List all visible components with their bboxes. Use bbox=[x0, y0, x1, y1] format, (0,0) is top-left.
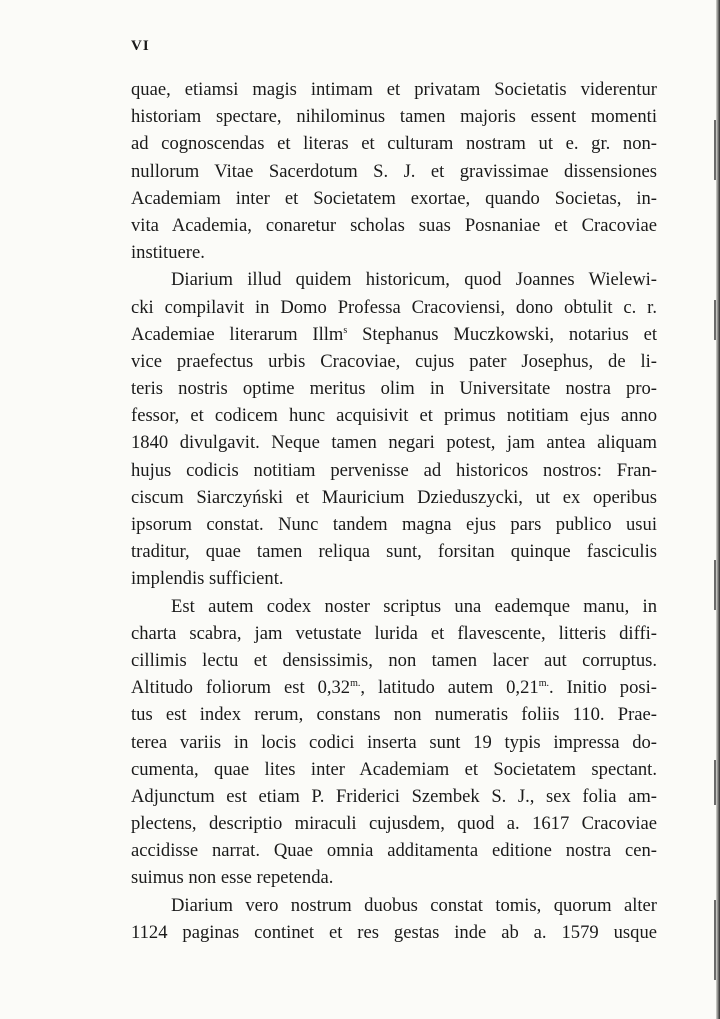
text-line: quae, etiamsi magis intimam et privatam Societatis viderentur bbox=[131, 79, 657, 100]
text-line: teris nostris optime meritus olim in Universitate nostra pro- bbox=[131, 378, 657, 400]
text-line: vita Academia, conaretur scholas suas Posnaniae et Cracoviae bbox=[131, 214, 657, 236]
text-line: vice praefectus urbis Cracoviae, cujus pater Josephus, de li- bbox=[131, 350, 657, 372]
text-line: charta scabra, jam vetustate lurida et flavescente, litteris diffi- bbox=[131, 622, 657, 644]
text-line bbox=[131, 674, 657, 701]
text-line: Adjunctum est etiam P. Friderici Szembek S. J., sex folia am- bbox=[131, 785, 657, 807]
text-line: Est autem codex noster scriptus una eademque manu, in bbox=[171, 595, 657, 617]
superscript: m. bbox=[538, 678, 549, 690]
text-line: suimus non esse repetenda. bbox=[131, 867, 334, 889]
text-line: ad cognoscendas et literas et culturam nostram ut e. gr. non- bbox=[131, 133, 657, 155]
text-line: tus est index rerum, constans non numeratis foliis 110. Prae- bbox=[131, 704, 657, 726]
body-text bbox=[131, 76, 657, 946]
text-line: 1124 paginas continet et res gestas inde ab a. 1579 usque bbox=[131, 921, 657, 943]
margin-mark bbox=[714, 900, 716, 980]
text-line: terea variis in locis codici inserta sunt 19 typis impressa do- bbox=[131, 731, 657, 753]
text-line: historiam spectare, nihilominus tamen majoris essent momenti bbox=[131, 106, 657, 128]
text-fragment: Stephanus Muczkowski, notarius et bbox=[347, 323, 657, 345]
text-line: Diarium vero nostrum duobus constat tomis, quorum alter bbox=[171, 894, 657, 916]
paragraph-3 bbox=[131, 593, 657, 892]
text-fragment: , latitudo autem 0,21 bbox=[360, 677, 539, 699]
text-line: 1840 divulgavit. Neque tamen negari potest, jam antea aliquam bbox=[131, 432, 657, 454]
text-line: instituere. bbox=[131, 242, 205, 264]
text-line: ipsorum constat. Nunc tandem magna ejus pars publico usui bbox=[131, 514, 657, 535]
text-line: hujus codicis notitiam pervenisse ad historicos nostros: Fran- bbox=[131, 459, 657, 481]
text-line: implendis sufficient. bbox=[131, 568, 284, 590]
superscript: s bbox=[343, 324, 348, 336]
margin-mark bbox=[714, 560, 716, 610]
text-line: Diarium illud quidem historicum, quod Joannes Wielewi- bbox=[171, 269, 657, 291]
text-line: Academiam inter et Societatem exortae, quando Societas, in- bbox=[131, 187, 657, 209]
paragraph-4 bbox=[131, 892, 657, 946]
text-line: nullorum Vitae Sacerdotum S. J. et gravissimae dissensiones bbox=[131, 160, 657, 182]
text-line: fessor, et codicem hunc acquisivit et primus notitiam ejus anno bbox=[131, 405, 657, 427]
text-fragment: Altitudo foliorum est 0,32 bbox=[131, 677, 351, 699]
margin-mark bbox=[714, 120, 716, 180]
paragraph-2 bbox=[131, 266, 657, 592]
margin-mark bbox=[714, 300, 716, 340]
text-line: plectens, descriptio miraculi cujusdem, quod a. 1617 Cracoviae bbox=[131, 813, 657, 835]
text-line: cillimis lectu et densissimis, non tamen lacer aut corruptus. bbox=[131, 649, 657, 671]
text-line: cki compilavit in Domo Professa Cracoviensi, dono obtulit c. r. bbox=[131, 296, 657, 318]
text-line: accidisse narrat. Quae omnia additamenta editione nostra cen- bbox=[131, 840, 657, 862]
text-line: ciscum Siarczyński et Mauricium Dzieduszycki, ut ex operibus bbox=[131, 486, 657, 508]
page-number: VI bbox=[131, 38, 150, 54]
superscript: m. bbox=[350, 678, 361, 690]
margin-mark bbox=[714, 760, 716, 805]
text-fragment: Academiae literarum Illm bbox=[131, 323, 344, 345]
text-fragment: . Initio posi- bbox=[548, 677, 657, 699]
text-line: cumenta, quae lites inter Academiam et Societatem spectant. bbox=[131, 758, 657, 780]
text-line: traditur, quae tamen reliqua sunt, forsitan quinque fasciculis bbox=[131, 541, 657, 563]
paragraph-1 bbox=[131, 76, 657, 266]
binding-edge bbox=[716, 0, 720, 1019]
text-line bbox=[131, 321, 657, 348]
